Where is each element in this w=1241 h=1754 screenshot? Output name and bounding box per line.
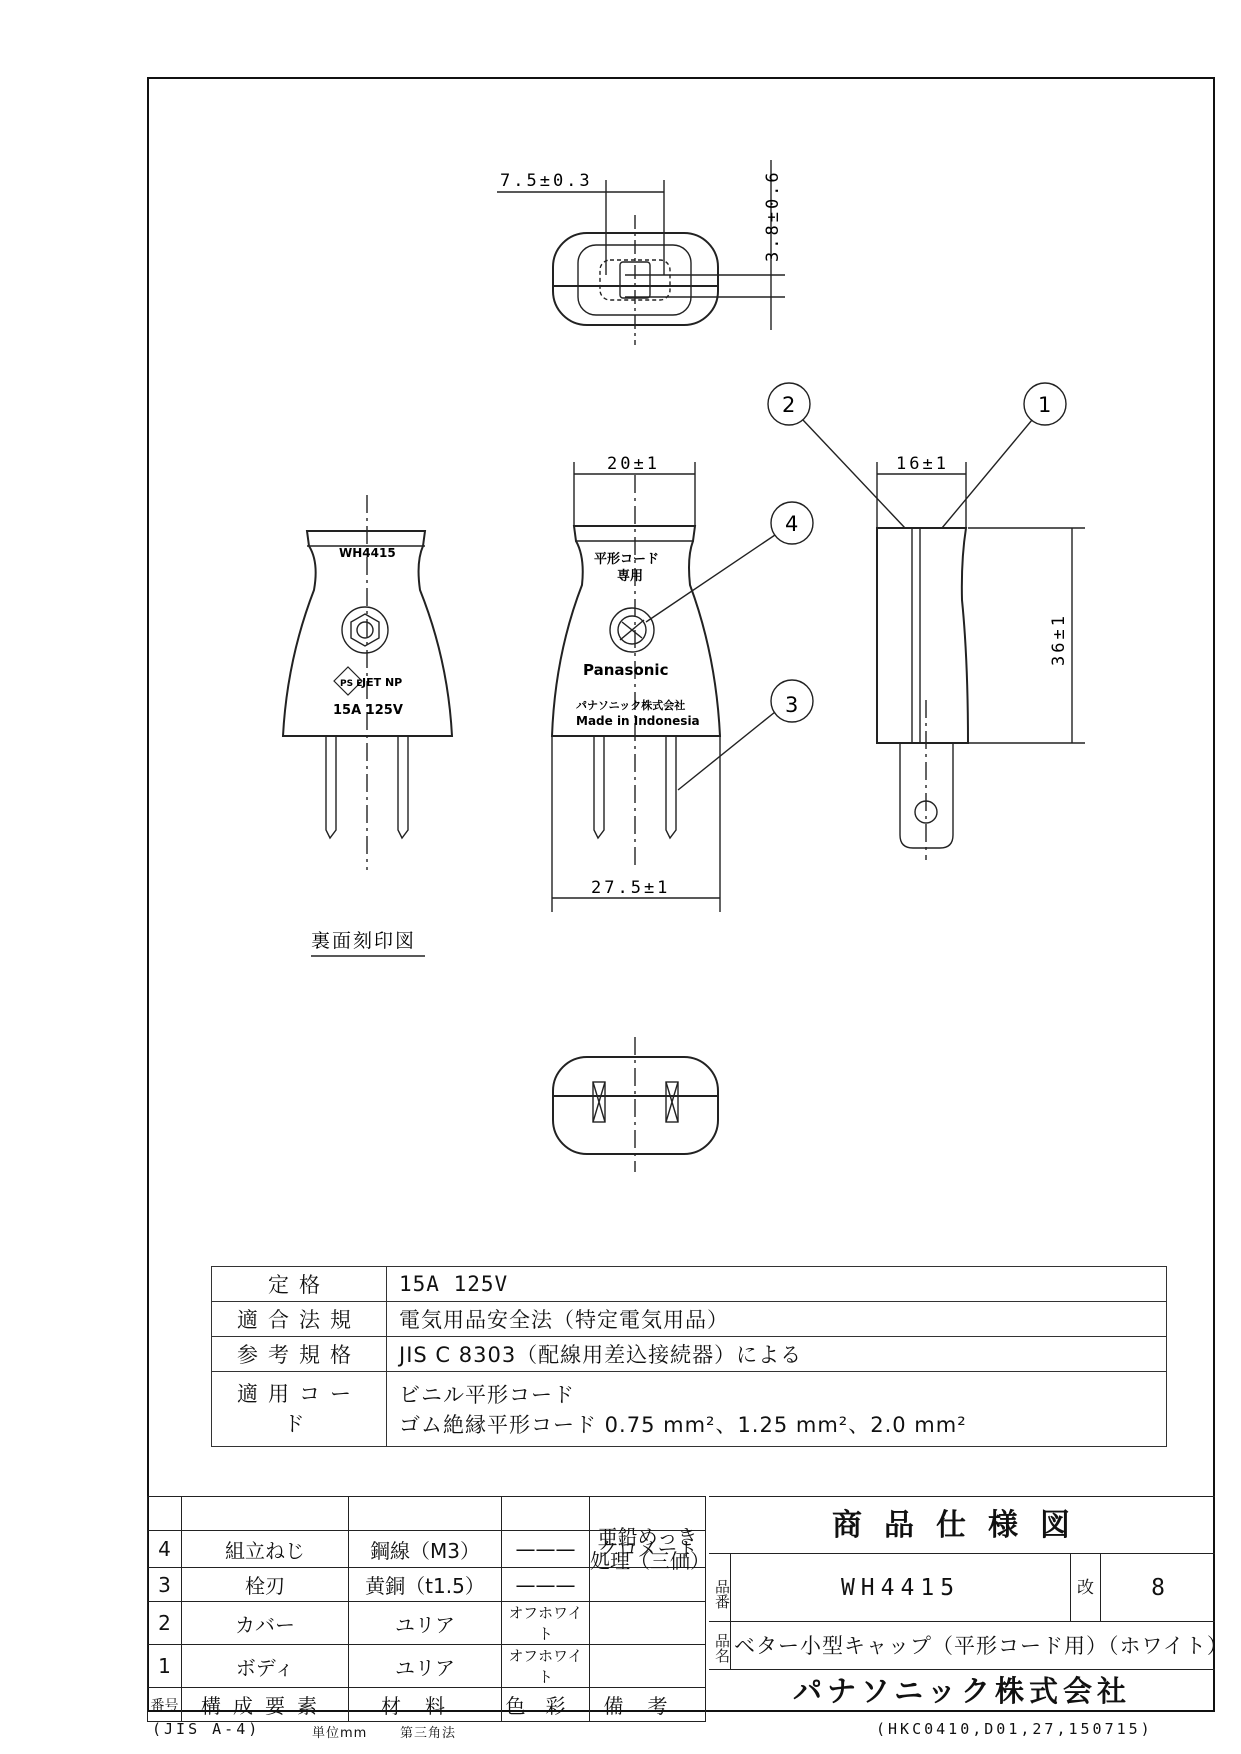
bom-note: 亜鉛めっき クロメート処理（三価） <box>590 1525 710 1573</box>
bom-material: ユリア <box>349 1602 502 1645</box>
bom-header-row <box>148 1688 706 1722</box>
front-cord-note-2: 専用 <box>617 569 644 584</box>
bom-material: 鋼線（M3） <box>349 1531 502 1568</box>
back-jet: JET NP <box>362 676 403 689</box>
bom-note <box>590 1602 706 1645</box>
bom-no: 4 <box>148 1531 182 1568</box>
bom-color: オフホワイト <box>502 1602 590 1645</box>
balloon-2: 2 <box>782 393 796 417</box>
back-pse: PS E <box>340 679 363 689</box>
bom-part: 栓刃 <box>182 1568 349 1602</box>
spec-key: 参考規格 <box>212 1337 387 1372</box>
front-brand: Panasonic <box>583 661 669 679</box>
spec-value: 15A 125V <box>387 1267 1167 1302</box>
bom-header-note: 備考 <box>590 1688 706 1722</box>
spec-key: 適合法規 <box>212 1302 387 1337</box>
part-no: WH4415 <box>731 1554 1071 1622</box>
bom-no: 3 <box>148 1568 182 1602</box>
spec-value: JIS C 8303（配線用差込接続器）による <box>387 1337 1167 1372</box>
bom-material: 黄銅（t1.5） <box>349 1568 502 1602</box>
part-no-label: 品番 <box>709 1554 731 1622</box>
bom-no: 1 <box>148 1645 182 1688</box>
spec-row <box>212 1337 1167 1372</box>
dim-side-height: 36±1 <box>1049 613 1069 666</box>
spec-value: 電気用品安全法（特定電気用品） <box>387 1302 1167 1337</box>
back-rating: 15A 125V <box>333 703 403 718</box>
dim-side-width: 16±1 <box>896 454 949 474</box>
bom-row <box>148 1531 706 1568</box>
front-cord-note-1: 平形コード <box>594 552 660 567</box>
dim-body-width: 20±1 <box>607 454 660 474</box>
bom-color: ——— <box>502 1568 590 1602</box>
bom-row <box>148 1602 706 1645</box>
bom-part: ボディ <box>182 1645 349 1688</box>
rev-value: 8 <box>1101 1554 1215 1622</box>
title-block <box>709 1496 1229 1712</box>
spec-row <box>212 1372 1167 1447</box>
spec-table <box>211 1266 1167 1447</box>
balloon-3: 3 <box>785 693 799 717</box>
spec-value-multi <box>387 1372 1167 1447</box>
dim-blade-span: 27.5±1 <box>591 878 671 898</box>
bom-table <box>147 1496 710 1722</box>
bom-color: オフホワイト <box>502 1645 590 1688</box>
balloon-1: 1 <box>1038 393 1052 417</box>
bom-part: カバー <box>182 1602 349 1645</box>
spec-row <box>212 1302 1167 1337</box>
bom-material: ユリア <box>349 1645 502 1688</box>
product-name: ベター小型キャップ（平形コード用）（ホワイト） <box>731 1622 1215 1670</box>
bom-note <box>590 1645 706 1688</box>
front-origin: Made in Indonesia <box>576 714 700 728</box>
spec-value-line-2: ゴム絶縁平形コード 0.75 mm²、1.25 mm²、2.0 mm² <box>399 1413 967 1437</box>
back-view-caption: 裏面刻印図 <box>311 930 417 952</box>
title-text: 商品仕様図 <box>709 1496 1215 1554</box>
bom-header-color: 色彩 <box>502 1688 590 1722</box>
footer-doc-code: (HKC0410,D01,27,150715) <box>876 1720 1153 1738</box>
spec-key: 適用コード <box>212 1372 387 1447</box>
bom-header-no: 番号 <box>148 1688 182 1722</box>
bom-part: 組立ねじ <box>182 1531 349 1568</box>
spec-value-line-1: ビニル平形コード <box>399 1383 575 1407</box>
footer-standard: (JIS A-4) <box>152 1720 261 1738</box>
dim-top-height: 3.8±0.6 <box>763 169 783 262</box>
rev-label: 改 <box>1071 1554 1101 1622</box>
back-model: WH4415 <box>339 546 396 560</box>
bom-header-part: 構成要素 <box>182 1688 349 1722</box>
bom-color: ——— <box>502 1531 590 1568</box>
bom-header-material: 材料 <box>349 1688 502 1722</box>
front-view <box>552 462 720 912</box>
footer-unit: 単位mm <box>312 1726 368 1741</box>
dim-top-width: 7.5±0.3 <box>500 171 593 191</box>
front-maker: パナソニック株式会社 <box>576 699 686 712</box>
company-name: パナソニック株式会社 <box>793 1674 1131 1708</box>
balloon-leaders <box>646 383 1066 790</box>
spec-row <box>212 1267 1167 1302</box>
bom-no: 2 <box>148 1602 182 1645</box>
balloon-4: 4 <box>785 512 799 536</box>
bottom-view <box>553 1037 718 1172</box>
spec-key: 定格 <box>212 1267 387 1302</box>
name-label: 品名 <box>709 1622 731 1670</box>
bom-row <box>148 1645 706 1688</box>
footer-projection: 第三角法 <box>400 1726 457 1741</box>
